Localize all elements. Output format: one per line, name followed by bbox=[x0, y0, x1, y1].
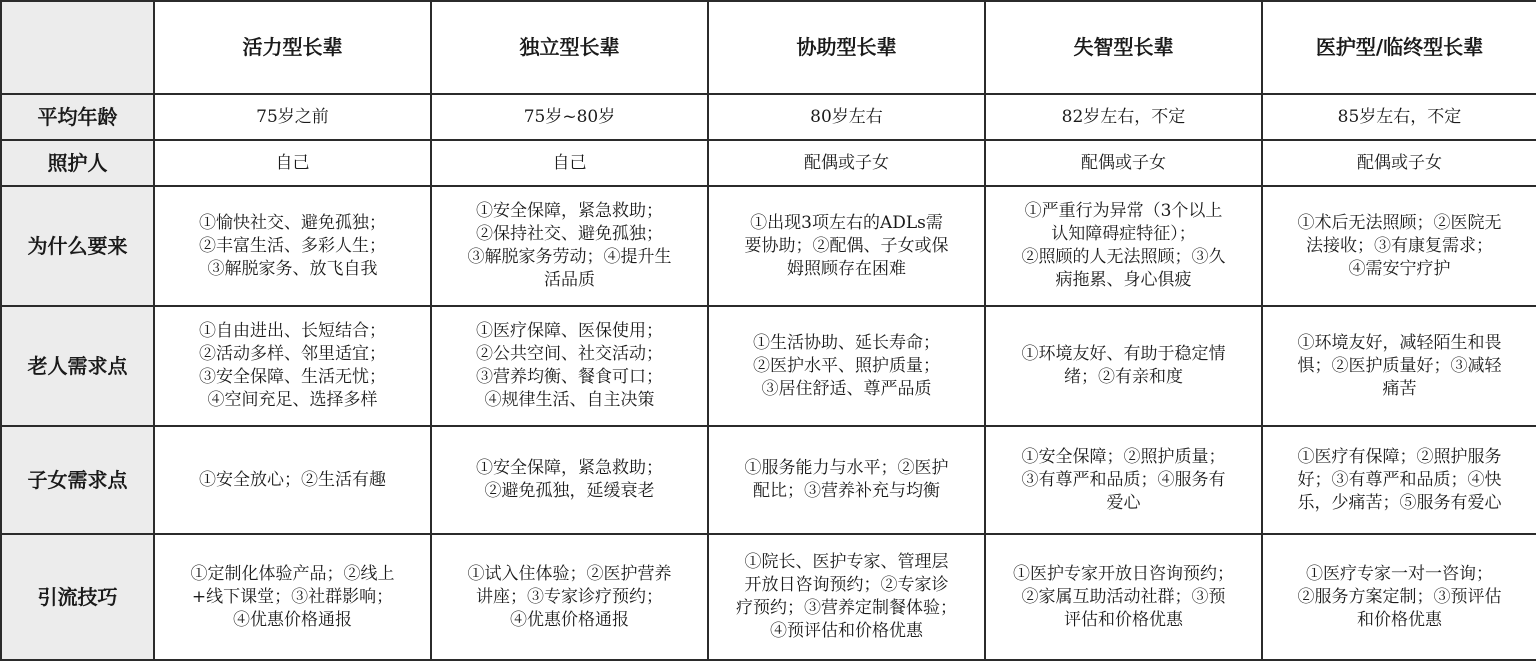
table-cell: ①服务能力与水平；②医护 配比；③营养补充与均衡 bbox=[708, 426, 985, 534]
table-cell: ①出现3项左右的ADLs需 要协助；②配偶、子女或保 姆照顾存在困难 bbox=[708, 186, 985, 306]
table-cell: ①安全保障，紧急救助； ②避免孤独，延缓衰老 bbox=[431, 426, 708, 534]
column-header-independent: 独立型长辈 bbox=[431, 1, 708, 94]
table-cell: ①安全保障；②照护质量； ③有尊严和品质；④服务有 爱心 bbox=[985, 426, 1262, 534]
table-cell: 配偶或子女 bbox=[1262, 140, 1536, 186]
table-cell: 80岁左右 bbox=[708, 94, 985, 140]
row-header-average-age: 平均年龄 bbox=[1, 94, 154, 140]
table-cell: 配偶或子女 bbox=[708, 140, 985, 186]
table-row-caregiver bbox=[1, 140, 1536, 186]
table-cell: ①医护专家开放日咨询预约； ②家属互助活动社群；③预 评估和价格优惠 bbox=[985, 534, 1262, 660]
table-cell: ①试入住体验；②医护营养 讲座；③专家诊疗预约； ④优惠价格通报 bbox=[431, 534, 708, 660]
table-cell: ①环境友好、有助于稳定情 绪；②有亲和度 bbox=[985, 306, 1262, 426]
table-cell: ①安全保障，紧急救助； ②保持社交、避免孤独； ③解脱家务劳动；④提升生 活品质 bbox=[431, 186, 708, 306]
column-header-assisted: 协助型长辈 bbox=[708, 1, 985, 94]
column-header-vitality: 活力型长辈 bbox=[154, 1, 431, 94]
table-cell: ①愉快社交、避免孤独； ②丰富生活、多彩人生； ③解脱家务、放飞自我 bbox=[154, 186, 431, 306]
row-header-reasons: 为什么要来 bbox=[1, 186, 154, 306]
table-cell: 75岁之前 bbox=[154, 94, 431, 140]
column-header-medical-hospice: 医护型/临终型长辈 bbox=[1262, 1, 1536, 94]
table-cell: ①术后无法照顾；②医院无 法接收；③有康复需求； ④需安宁疗护 bbox=[1262, 186, 1536, 306]
table-cell: 85岁左右，不定 bbox=[1262, 94, 1536, 140]
column-header-dementia: 失智型长辈 bbox=[985, 1, 1262, 94]
corner-cell bbox=[1, 1, 154, 94]
table-cell: ①安全放心；②生活有趣 bbox=[154, 426, 431, 534]
table-cell: 82岁左右，不定 bbox=[985, 94, 1262, 140]
table-cell: ①严重行为异常（3个以上 认知障碍症特征）； ②照顾的人无法照顾；③久 病拖累、身心俱疲 bbox=[985, 186, 1262, 306]
header-row bbox=[1, 1, 1536, 94]
table-cell: 自己 bbox=[154, 140, 431, 186]
table-cell: 75岁~80岁 bbox=[431, 94, 708, 140]
table-row-traffic-tips bbox=[1, 534, 1536, 660]
table-cell: 配偶或子女 bbox=[985, 140, 1262, 186]
table-row-elder-needs bbox=[1, 306, 1536, 426]
table-cell: 自己 bbox=[431, 140, 708, 186]
row-header-children-needs: 子女需求点 bbox=[1, 426, 154, 534]
table-cell: ①医疗专家一对一咨询； ②服务方案定制；③预评估 和价格优惠 bbox=[1262, 534, 1536, 660]
table-cell: ①生活协助、延长寿命； ②医护水平、照护质量； ③居住舒适、尊严品质 bbox=[708, 306, 985, 426]
table-cell: ①医疗保障、医保使用； ②公共空间、社交活动； ③营养均衡、餐食可口； ④规律生活、自主决策 bbox=[431, 306, 708, 426]
table-cell: ①医疗有保障；②照护服务 好；③有尊严和品质；④快 乐，少痛苦；⑤服务有爱心 bbox=[1262, 426, 1536, 534]
table-cell: ①自由进出、长短结合； ②活动多样、邻里适宜； ③安全保障、生活无忧； ④空间充足、选择多样 bbox=[154, 306, 431, 426]
row-header-caregiver: 照护人 bbox=[1, 140, 154, 186]
table-row-children-needs bbox=[1, 426, 1536, 534]
table-cell: ①院长、医护专家、管理层 开放日咨询预约；②专家诊 疗预约；③营养定制餐体验； ④预评估和价格优惠 bbox=[708, 534, 985, 660]
table-cell: ①定制化体验产品；②线上 +线下课堂；③社群影响； ④优惠价格通报 bbox=[154, 534, 431, 660]
row-header-elder-needs: 老人需求点 bbox=[1, 306, 154, 426]
table-cell: ①环境友好，减轻陌生和畏 惧；②医护质量好；③减轻 痛苦 bbox=[1262, 306, 1536, 426]
row-header-traffic-tips: 引流技巧 bbox=[1, 534, 154, 660]
table-row-reasons bbox=[1, 186, 1536, 306]
table-row-average-age bbox=[1, 94, 1536, 140]
